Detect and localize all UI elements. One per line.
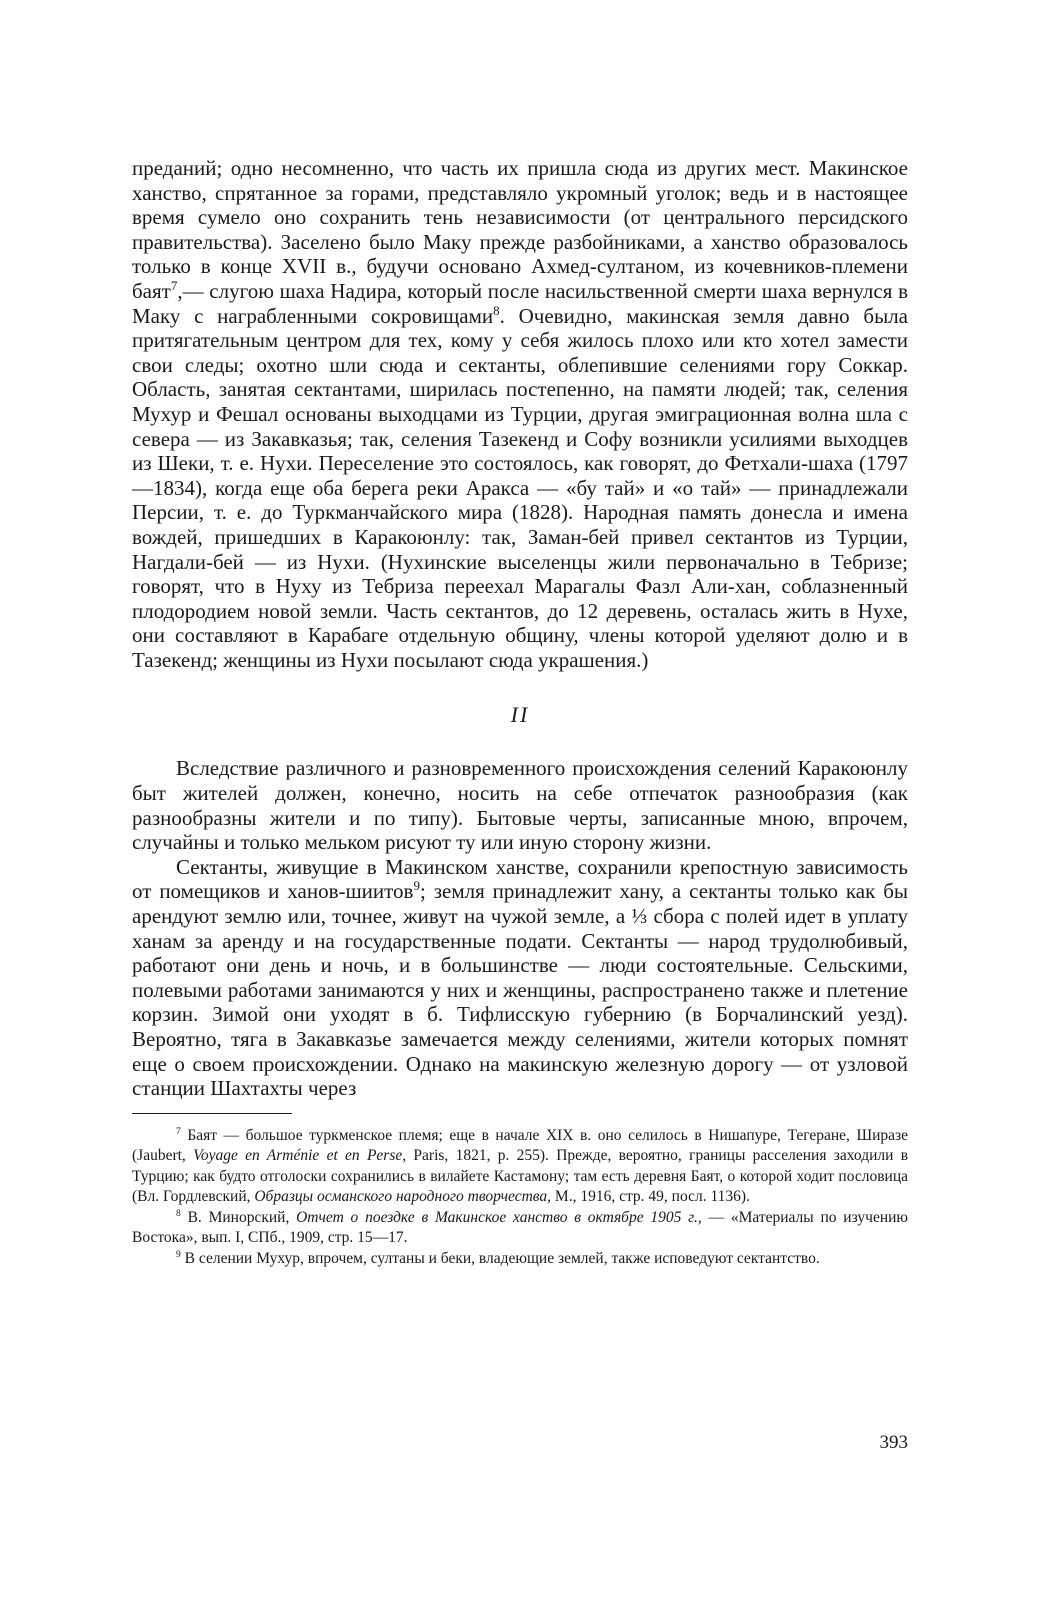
footnote-8 bbox=[132, 1208, 908, 1249]
footnote-9-text: В селении Мухур, впрочем, султаны и беки, владеющие землей, также исповедуют сектантство. bbox=[184, 1249, 820, 1267]
footnote-7-italic-2: Образцы османского народного творчества, bbox=[254, 1188, 552, 1206]
section-heading: II bbox=[510, 702, 530, 728]
footnote-8-text-b: — «Материалы по изучению Востока», вып. I, СПб., 1909, стр. 15—17. bbox=[132, 1208, 908, 1247]
footnote-9 bbox=[132, 1249, 908, 1270]
paragraph-2: Вследствие различного и разновременного происхождения селений Каракоюнлу быт жителей должен, конечно, носить на себе отпечаток разнообразия (как разнообразны жители и по типу). Бытовые черты, записанные мною, впрочем, случайны и только мельком рисуют ту или иную сторону жизни. bbox=[132, 756, 908, 855]
main-text bbox=[132, 156, 908, 1101]
footnote-8-number: 8 bbox=[176, 1207, 181, 1219]
paragraph-3 bbox=[132, 855, 908, 1101]
page-number: 393 bbox=[879, 1432, 908, 1453]
footnote-7-text-c: М., 1916, стр. 49, посл. 1136). bbox=[551, 1188, 750, 1206]
footnotes bbox=[132, 1126, 908, 1270]
footnote-8-text: В. Минорский, bbox=[187, 1208, 297, 1226]
footnote-7-text-b: Paris, 1821, p. 255). Прежде, вероятно, границы расселения заходили в Турцию; как будто отголоски сохранились в вилайете Кастамону; там есть деревня Баят, о которой ходит пословица (Вл. Гордлевский, bbox=[132, 1147, 909, 1206]
footnote-8-italic: Отчет о поездке в Макинское ханство в октябре 1905 г., bbox=[296, 1208, 702, 1226]
footnote-ref-7: 7 bbox=[170, 277, 178, 293]
paragraph-1-text: преданий; одно несомненно, что часть их пришла сюда из других мест. Макинское ханство, спрятанное за горами, представляло укромный уголок; ведь и в настоящее время сумело оно сохранить тень независимости (от центрального персидского правительства). Заселено было Маку прежде разбойниками, а ханство образовалось только в конце XVII в., будучи основано Ахмед-султаном, из кочевников-племени баят bbox=[132, 156, 908, 303]
footnote-7-italic: Voyage en Arménie et en Perse, bbox=[193, 1147, 407, 1165]
paragraph-3-text: Сектанты, живущие в Макинском ханстве, сохранили крепостную зависимость от помещиков и ханов-шиитов bbox=[132, 854, 908, 904]
paragraph-3-text-b: ; земля принадлежит хану, а сектанты только как бы арендуют землю или, точнее, живут на чужой земле, а ⅓ сбора с полей идет в уплату ханам за аренду и на государственные подати. Сектанты — народ трудолюбивый, работают они день и ночь, и в большинстве — люди состоятельные. Сельскими, полевыми работами занимаются у них и женщины, распространено также и плетение корзин. Зимой они уходят в б. Тифлисскую губернию (в Борчалинский уезд). Вероятно, тяга в Закавказье замечается между селениями, жители которых помнят еще о своем происхождении. Однако на макинскую железную дорогу — от узловой станции Шахтахты через bbox=[132, 879, 908, 1101]
footnote-divider bbox=[132, 1113, 292, 1114]
paragraph-1-text-b: ,— слугою шаха Надира, который после насильственной смерти шаха вернулся в Маку с награбленными сокровищами bbox=[132, 278, 908, 328]
footnote-ref-8: 8 bbox=[493, 302, 500, 318]
paragraph-1-text-c: . Очевидно, макинская земля давно была притягательным центром для тех, кому у себя жилось плохо или кто хотел замести свои следы; охотно шли сюда и сектанты, облепившие селениями гору Соккар. Область, занятая сектантами, ширилась постепенно, на памяти людей; так, селения Мухур и Фешал основаны выходцами из Турции, другая эмиграционная волна шла с севера — из Закавказья; так, селения Тазекенд и Софу возникли усилиями выходцев из Шеки, т. е. Нухи. Переселение это состоялось, как говорят, до Фетхали-шаха (1797—1834), когда еще оба берега реки Аракса — «бу тай» и «о тай» — принадлежали Персии, т. е. до Туркманчайского мира (1828). Народная память донесла и имена вождей, пришедших в Каракоюнлу: так, Заман-бей привел сектантов из Турции, Нагдали-бей — из Нухи. (Нухинские выселенцы жили первоначально в Тебризе; говорят, что в Нуху из Тебриза переехал Марагалы Фазл Али-хан, соблазненный плодородием новой земли. Часть сектантов, до 12 деревень, осталась жить в Нухе, они составляют в Карабаге отдельную общину, члены которой уделяют долю и в Тазекенд; женщины из Нухи посылают сюда украшения.) bbox=[132, 303, 908, 672]
footnote-ref-9: 9 bbox=[413, 878, 420, 894]
page-content bbox=[132, 156, 908, 1269]
paragraph-1 bbox=[132, 156, 908, 672]
footnote-9-number: 9 bbox=[176, 1248, 181, 1260]
footnote-7 bbox=[132, 1126, 908, 1208]
footnote-7-text: Баят — большое туркменское племя; еще в начале XIX в. оно селилось в Нишапуре, Тегеране, Ширазе (Jaubert, bbox=[132, 1126, 909, 1165]
footnote-7-number: 7 bbox=[176, 1125, 181, 1137]
